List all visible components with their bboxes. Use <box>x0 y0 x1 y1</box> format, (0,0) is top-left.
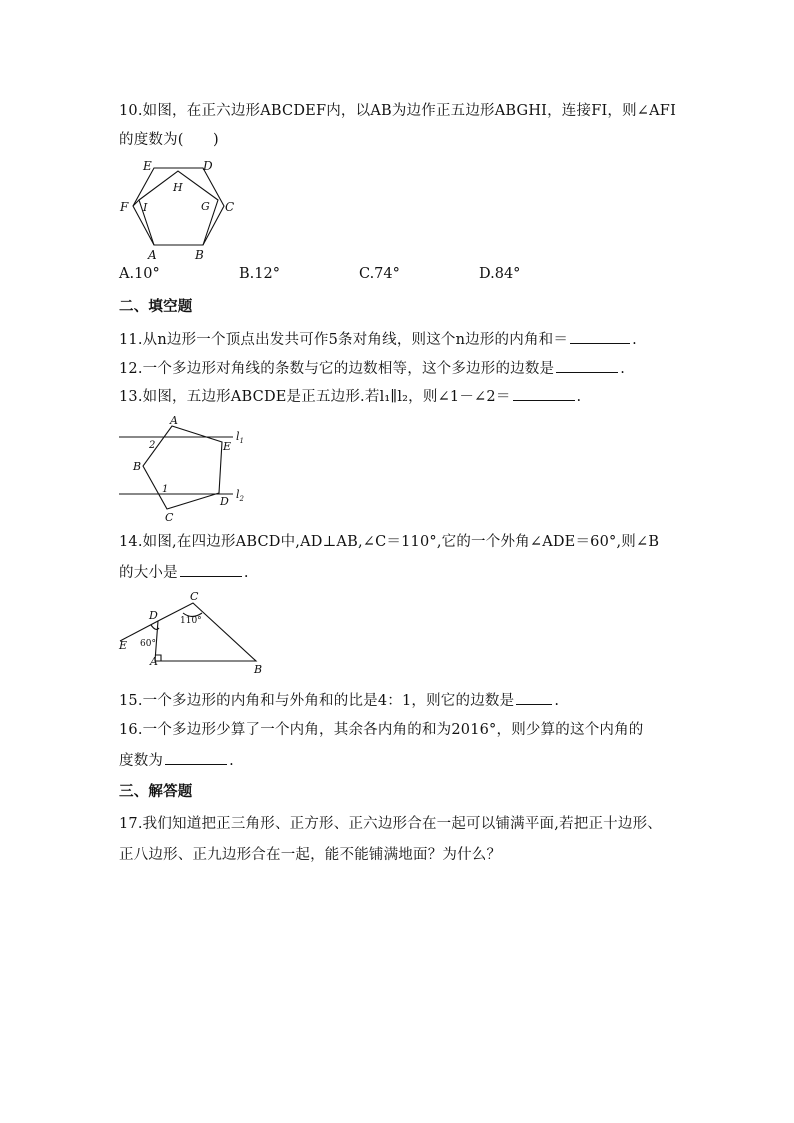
q10-text-line1: 10.如图，在正六边形ABCDEF内，以AB为边作正五边形ABGHI，连接FI，则∠AFI <box>119 103 676 119</box>
q10-choice-d: D.84° <box>479 266 521 282</box>
q10-choice-b: B.12° <box>239 266 280 282</box>
label-angle-1: 1 <box>162 484 169 495</box>
label-a: A <box>150 655 158 668</box>
quadrilateral-abcd <box>155 603 256 661</box>
label-e: E <box>119 639 128 652</box>
label-c: C <box>165 511 174 524</box>
q14-quadrilateral-figure <box>119 589 267 679</box>
label-d: D <box>203 159 213 173</box>
label-c: C <box>225 200 235 214</box>
q16-answer-blank[interactable] <box>165 750 227 765</box>
q13-period: . <box>576 389 582 405</box>
q11-text <box>119 329 637 350</box>
q11-period: . <box>632 332 637 348</box>
label-b: B <box>254 663 263 676</box>
label-b: B <box>133 460 142 473</box>
label-angle-60: 60° <box>140 639 156 649</box>
label-l2: $l_2$ <box>236 488 244 503</box>
q16-text-line1: 16.一个多边形少算了一个内角，其余各内角的和为2016°，则少算的这个内角的 <box>119 722 644 738</box>
q13-answer-blank[interactable] <box>513 386 575 401</box>
q15-period: . <box>554 693 560 709</box>
label-e: E <box>143 159 152 173</box>
q14-text-line2 <box>119 562 249 583</box>
q14-stem: 的大小是 <box>119 565 178 581</box>
q12-period: . <box>620 361 626 377</box>
section-answer-heading: 三、解答题 <box>119 783 193 800</box>
label-i: I <box>143 201 148 214</box>
q12-answer-blank[interactable] <box>556 358 618 373</box>
q16-stem: 度数为 <box>119 753 164 769</box>
q17-text-line1: 17.我们知道把正三角形、正方形、正六边形合在一起可以铺满平面,若把正十边形、 <box>119 816 662 832</box>
q13-text <box>119 386 581 407</box>
q14-text-line1: 14.如图,在四边形ABCD中,AD⊥AB,∠C＝110°,它的一个外角∠ADE＝60°,则∠B <box>119 534 660 550</box>
q10-choice-c: C.74° <box>359 266 400 282</box>
q13-stem: 13.如图，五边形ABCDE是正五边形.若l₁∥l₂，则∠1－∠2＝ <box>119 389 511 405</box>
label-f: F <box>120 200 129 214</box>
q16-period: . <box>229 753 234 769</box>
pentagon-abcde <box>143 426 222 509</box>
label-d: D <box>149 609 158 622</box>
q12-text <box>119 358 625 379</box>
label-angle-2: 2 <box>149 440 156 451</box>
q15-answer-blank[interactable] <box>516 690 552 705</box>
label-a: A <box>170 414 178 427</box>
label-e: E <box>223 440 232 453</box>
label-d: D <box>220 495 229 508</box>
label-b: B <box>195 248 204 262</box>
q14-period: . <box>243 565 249 581</box>
q15-stem: 15.一个多边形的内角和与外角和的比是4：1，则它的边数是 <box>119 693 515 709</box>
label-g: G <box>201 200 210 213</box>
q10-text-line2: 的度数为( ) <box>119 132 219 148</box>
q11-answer-blank[interactable] <box>570 329 630 344</box>
q16-text-line2 <box>119 750 234 771</box>
label-a: A <box>148 248 157 262</box>
extension-de <box>120 621 158 641</box>
q10-choice-a: A.10° <box>119 266 160 282</box>
q13-pentagon-parallel-lines-figure <box>119 413 259 525</box>
section-fill-in-heading: 二、填空题 <box>119 298 193 315</box>
q12-stem: 12.一个多边形对角线的条数与它的边数相等，这个多边形的边数是 <box>119 361 555 377</box>
q10-hexagon-pentagon-figure <box>119 156 244 262</box>
label-angle-110: 110° <box>180 616 202 626</box>
label-l1: $l_1$ <box>236 430 244 445</box>
label-h: H <box>173 181 183 194</box>
q14-answer-blank[interactable] <box>180 562 242 577</box>
q15-text <box>119 690 559 711</box>
q11-stem: 11.从n边形一个顶点出发共可作5条对角线，则这个n边形的内角和＝ <box>119 332 569 348</box>
label-c: C <box>190 590 199 603</box>
q17-text-line2: 正八边形、正九边形合在一起，能不能铺满地面？为什么？ <box>119 847 502 863</box>
